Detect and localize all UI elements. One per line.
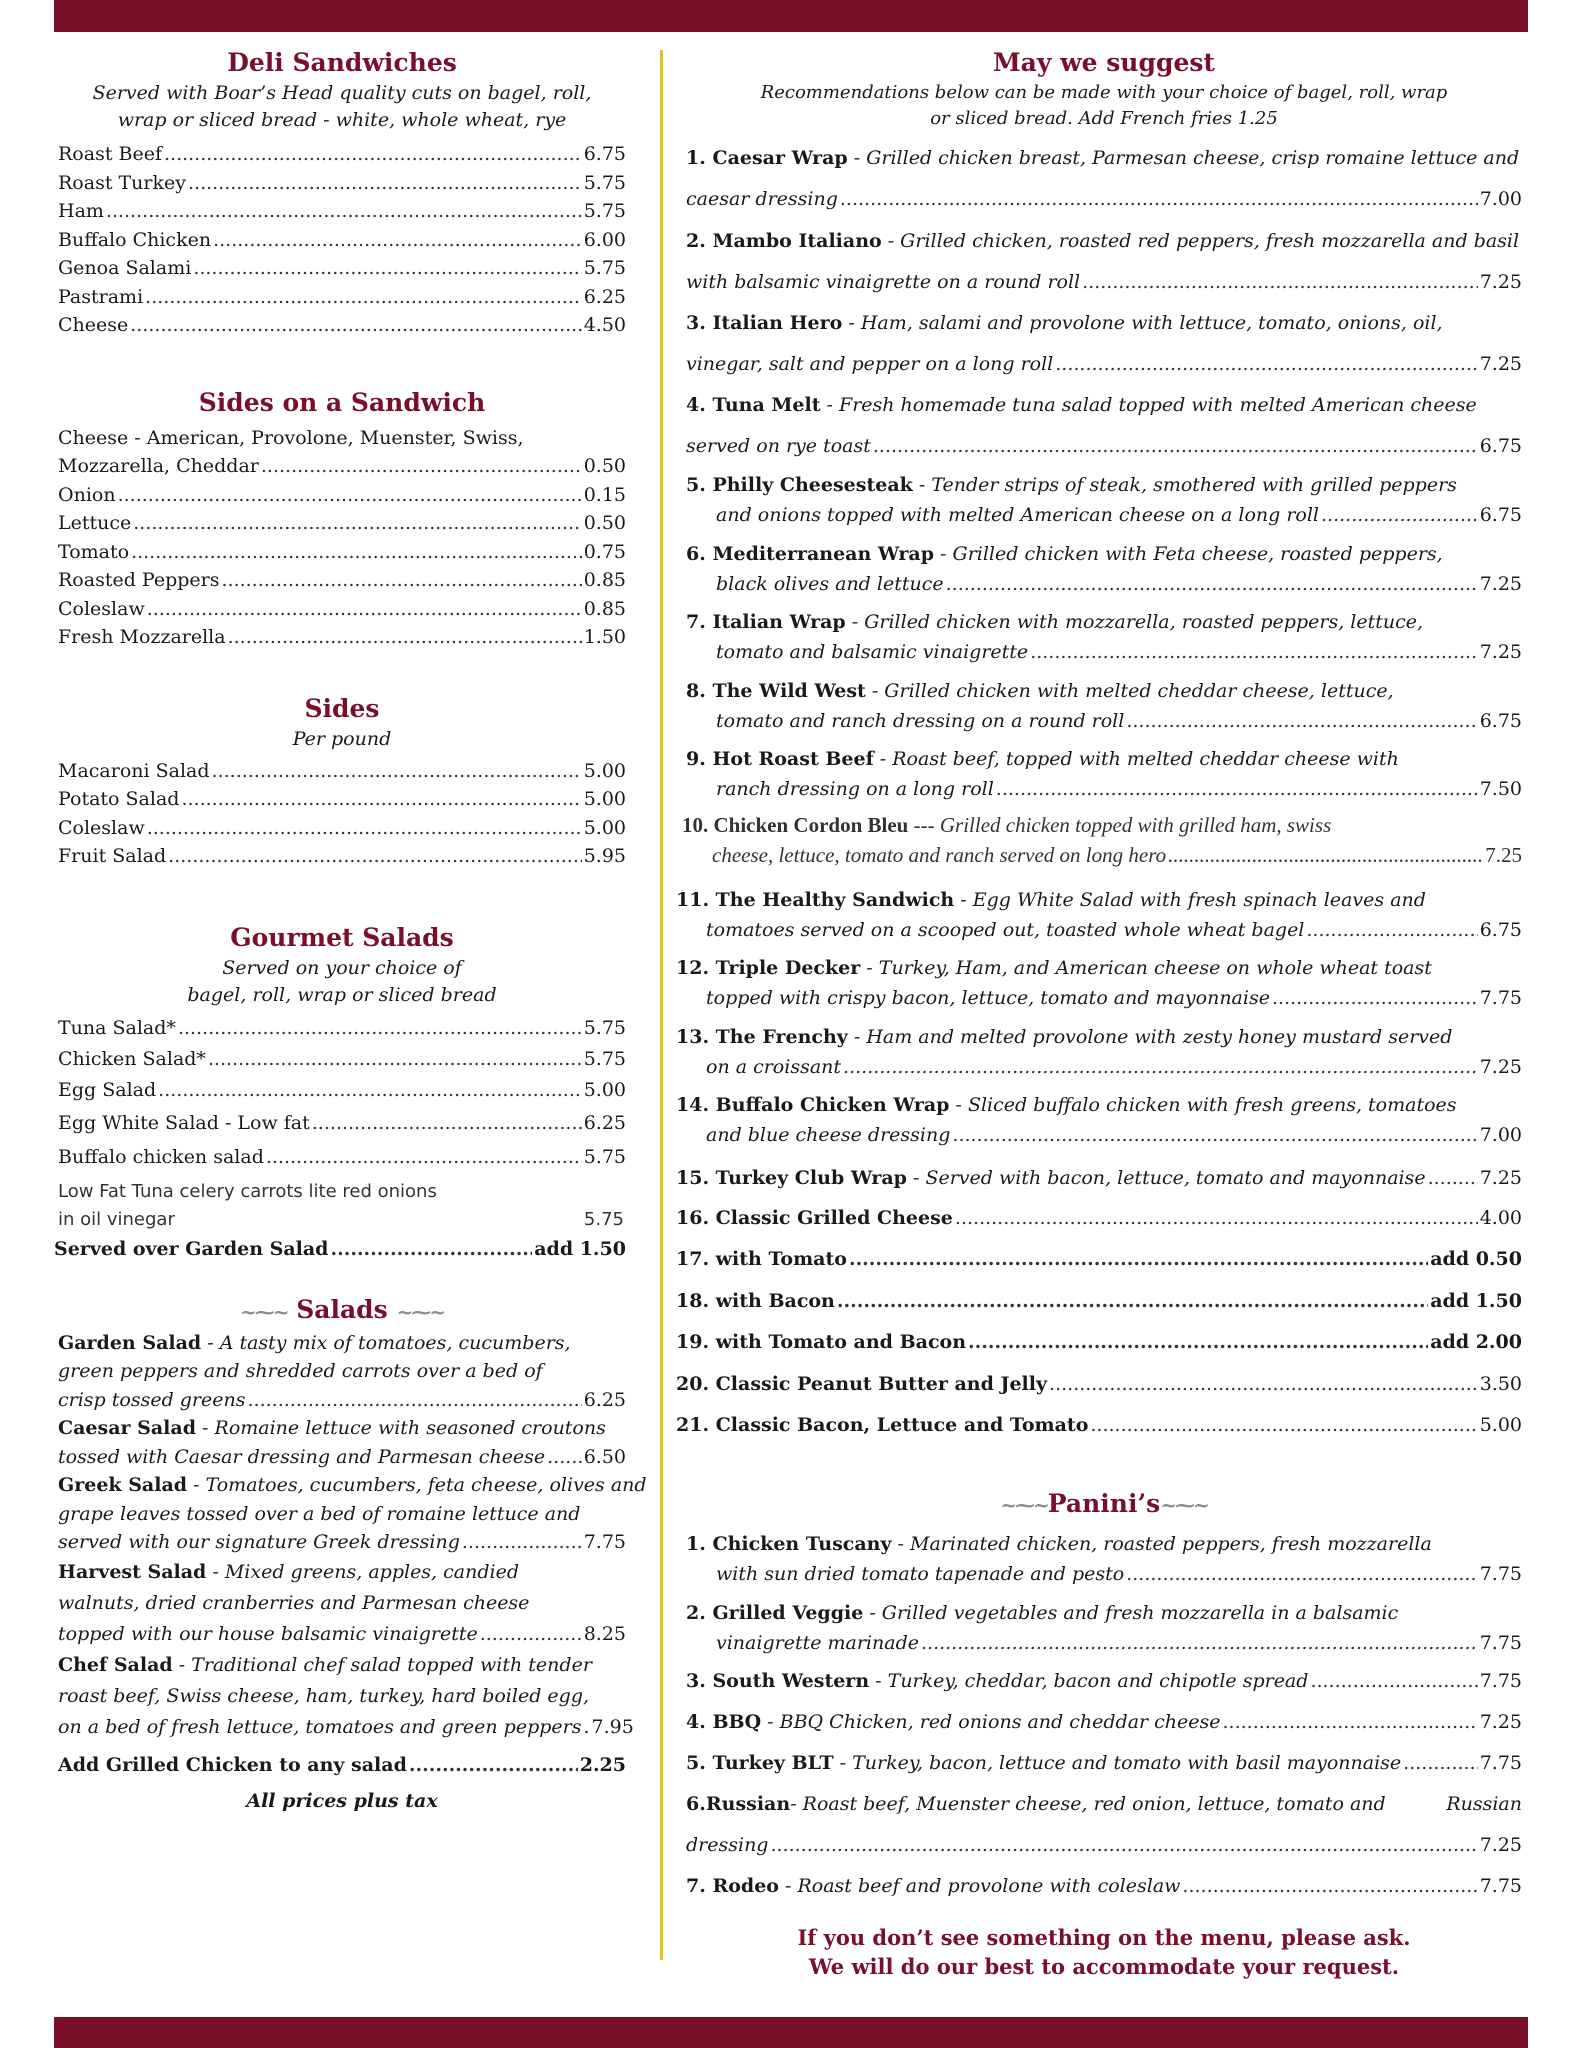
menu-item: Tuna Salad* ..... 5.75 bbox=[58, 1013, 626, 1044]
all-prices-note: All prices plus tax bbox=[246, 1790, 438, 1812]
list-item: 11. The Healthy Sandwich - Egg White Salad with fresh spinach leaves and tomatoes served on a scooped out, toasted whole wheat bagel ..... 6.75 bbox=[676, 884, 1522, 945]
gourmet-list bbox=[54, 1013, 626, 1264]
list-item: 10. Chicken Cordon Bleu --- Grilled chicken topped with grilled ham, swiss cheese, lettuce, tomato and ranch served on long hero ..... 7.25 bbox=[686, 810, 1522, 870]
menu-item: Lettuce ..... 0.50 bbox=[58, 509, 626, 538]
menu-item: Egg Salad ..... 5.00 bbox=[58, 1075, 626, 1106]
lowfat-tuna: in oil vinegar 5.75 bbox=[58, 1209, 624, 1230]
menu-item: Roast Turkey ..... 5.75 bbox=[58, 169, 626, 198]
scroll-ornament-icon: ~⁓~ bbox=[396, 1299, 444, 1324]
list-item: 4. Tuna Melt - Fresh homemade tuna salad topped with melted American cheese served on rye toast ..... 6.75 bbox=[686, 385, 1522, 467]
menu-item: Pastrami ..... 6.25 bbox=[58, 283, 626, 312]
suggest-sub2: or sliced bread. Add French fries 1.25 bbox=[930, 108, 1278, 129]
chef-salad: Chef Salad - Traditional chef salad topped with tender bbox=[58, 1653, 592, 1676]
list-item: 14. Buffalo Chicken Wrap - Sliced buffalo chicken with fresh greens, tomatoes and blue cheese dressing ..... 7.00 bbox=[676, 1089, 1522, 1150]
suggest-list-c bbox=[676, 884, 1522, 1447]
gourmet-title: Gourmet Salads bbox=[230, 922, 454, 952]
right-column bbox=[676, 46, 1522, 1981]
menu-item: Potato Salad ..... 5.00 bbox=[58, 785, 626, 814]
column-divider bbox=[660, 50, 663, 1960]
deli-title: Deli Sandwiches bbox=[227, 48, 457, 77]
list-item: 6. Russian - Roast beef, Muenster cheese, red onion, lettuce, tomato and Russian dressing ..... 7.25 bbox=[686, 1784, 1522, 1866]
menu-item: Cheese ..... 4.50 bbox=[58, 311, 626, 340]
list-item: 7. Italian Wrap - Grilled chicken with mozzarella, roasted peppers, lettuce, tomato and balsamic vinaigrette ..... 7.25 bbox=[686, 606, 1522, 667]
sides-sandwich-list bbox=[58, 452, 626, 652]
list-item: 3. Italian Hero - Ham, salami and provolone with lettuce, tomato, onions, oil, vinegar, salt and pepper on a long roll ..... 7.25 bbox=[686, 303, 1522, 385]
list-item: 16. Classic Grilled Cheese ..... 4.00 bbox=[676, 1198, 1522, 1240]
menu-item: Tomato ..... 0.75 bbox=[58, 538, 626, 567]
suggest-sub1: Recommendations below can be made with your choice of bagel, roll, wrap bbox=[760, 82, 1448, 103]
list-item: 1. Chicken Tuscany - Marinated chicken, roasted peppers, fresh mozzarella with sun dried tomato tapenade and pesto ..... 7.75 bbox=[686, 1528, 1522, 1589]
list-item: 5. Turkey BLT - Turkey, bacon, lettuce and tomato with basil mayonnaise ..... 7.75 bbox=[686, 1743, 1522, 1784]
list-item: 20. Classic Peanut Butter and Jelly ..... 3.50 bbox=[676, 1364, 1522, 1406]
garden-salad: Garden Salad - A tasty mix of tomatoes, cucumbers, bbox=[58, 1331, 571, 1354]
gourmet-sub1: Served on your choice of bbox=[222, 956, 462, 979]
menu-item: Ham ..... 5.75 bbox=[58, 197, 626, 226]
list-item: 7. Rodeo - Roast beef and provolone with coleslaw ..... 7.75 bbox=[686, 1866, 1522, 1907]
list-item: 21. Classic Bacon, Lettuce and Tomato ..... 5.00 bbox=[676, 1405, 1522, 1447]
list-item: 8. The Wild West - Grilled chicken with melted cheddar cheese, lettuce, tomato and ranch dressing on a round roll ..... 6.75 bbox=[686, 675, 1522, 736]
menu-item: Fruit Salad ..... 5.95 bbox=[58, 842, 626, 871]
cheese-options: Cheese - American, Provolone, Muenster, Swiss, bbox=[58, 426, 524, 449]
menu-item: Buffalo Chicken ..... 6.00 bbox=[58, 226, 626, 255]
list-item: 19. with Tomato and Bacon ..... add 2.00 bbox=[676, 1322, 1522, 1364]
scroll-ornament-icon: ~⁓~ bbox=[1000, 1493, 1048, 1517]
sides-sub: Per pound bbox=[292, 727, 392, 750]
suggest-list-b bbox=[682, 469, 1522, 870]
panini-title: ~⁓~Panini’s~⁓~ bbox=[686, 1487, 1522, 1523]
deli-list bbox=[58, 140, 626, 340]
menu-item: Coleslaw ..... 0.85 bbox=[58, 595, 626, 624]
lowfat-tuna-line1: Low Fat Tuna celery carrots lite red onions bbox=[58, 1180, 437, 1202]
harvest-salad: Harvest Salad - Mixed greens, apples, candied bbox=[58, 1560, 519, 1583]
list-item: 1. Caesar Wrap - Grilled chicken breast, Parmesan cheese, crisp romaine lettuce and caesar dressing ..... 7.00 bbox=[686, 138, 1522, 220]
suggest-title: May we suggest bbox=[993, 48, 1215, 77]
list-item: 3. South Western - Turkey, cheddar, bacon and chipotle spread ..... 7.75 bbox=[686, 1661, 1522, 1702]
menu-item: Onion ..... 0.15 bbox=[58, 481, 626, 510]
closing-line1: If you don’t see something on the menu, please ask. bbox=[797, 1925, 1411, 1950]
menu-item: Fresh Mozzarella ..... 1.50 bbox=[58, 623, 626, 652]
menu-item: Roast Beef ..... 6.75 bbox=[58, 140, 626, 169]
menu-item: Egg White Salad - Low fat ..... 6.25 bbox=[58, 1106, 626, 1140]
deli-sub2: wrap or sliced bread - white, whole wheat, rye bbox=[117, 109, 567, 131]
greek-salad: Greek Salad - Tomatoes, cucumbers, feta cheese, olives and bbox=[58, 1474, 647, 1496]
gourmet-sub2: bagel, roll, wrap or sliced bread bbox=[187, 983, 497, 1006]
salads-title: ~⁓~ Salads ~⁓~ bbox=[58, 1293, 626, 1329]
garden-salad-addon: Served over Garden Salad ..... add 1.50 bbox=[54, 1235, 626, 1264]
list-item: 13. The Frenchy - Ham and melted provolone with zesty honey mustard served on a croissant ..... 7.25 bbox=[676, 1021, 1522, 1082]
list-item: 9. Hot Roast Beef - Roast beef, topped with melted cheddar cheese with ranch dressing on a long roll ..... 7.50 bbox=[686, 743, 1522, 804]
menu-item: Macaroni Salad ..... 5.00 bbox=[58, 757, 626, 786]
list-item: 6. Mediterranean Wrap - Grilled chicken with Feta cheese, roasted peppers, black olives and lettuce ..... 7.25 bbox=[686, 538, 1522, 599]
sides-sandwich-title: Sides on a Sandwich bbox=[198, 387, 486, 417]
menu-item: Mozzarella, Cheddar ..... 0.50 bbox=[58, 452, 626, 481]
list-item: 18. with Bacon ..... add 1.50 bbox=[676, 1281, 1522, 1323]
scroll-ornament-icon: ~⁓~ bbox=[240, 1299, 288, 1324]
salads-list: Garden Salad - A tasty mix of tomatoes, cucumbers, green peppers and shredded carrots over a bed of crisp tossed greens ..... 6.25 Caesar Salad - Romaine lettuce with seasoned croutons tossed with Caesar dressing and Parmesan cheese ..... 6.50 Greek Salad - Tomatoes, cucumbers, feta cheese, olives and grape leaves tossed over a bed of romaine lettuce and served with our signature Greek dressing ..... 7.75 Harvest Salad - Mixed greens, apples, candied walnuts, dried cranberries and Parmesan cheese topped with our house balsamic vinaigrette ..... 8.25 Chef Salad - Traditional chef salad topped with tender roast beef, Swiss cheese, ham, turkey, hard boiled egg, on a bed of fresh lettuce, tomatoes and green peppers . 7.95 Add Grilled Chicken to any salad ..... 2.25 All prices plus tax bbox=[58, 1329, 626, 1816]
top-bar bbox=[54, 0, 1528, 32]
menu-item: Genoa Salami ..... 5.75 bbox=[58, 254, 626, 283]
scroll-ornament-icon: ~⁓~ bbox=[1160, 1493, 1208, 1517]
list-item: 12. Triple Decker - Turkey, Ham, and American cheese on whole wheat toast topped with crispy bacon, lettuce, tomato and mayonnaise ..... 7.75 bbox=[676, 952, 1522, 1013]
sides-title: Sides bbox=[304, 693, 380, 723]
sides-list bbox=[58, 757, 626, 871]
menu-item: Roasted Peppers ..... 0.85 bbox=[58, 566, 626, 595]
list-item: 2. Grilled Veggie - Grilled vegetables and fresh mozzarella in a balsamic vinaigrette marinade ..... 7.75 bbox=[686, 1597, 1522, 1658]
suggest-list-a bbox=[686, 138, 1522, 467]
list-item: 15. Turkey Club Wrap - Served with bacon, lettuce, tomato and mayonnaise ..... 7.25 bbox=[676, 1158, 1522, 1198]
caesar-salad: Caesar Salad - Romaine lettuce with seasoned croutons bbox=[58, 1417, 606, 1439]
list-item: 4. BBQ - BBQ Chicken, red onions and cheddar cheese ..... 7.25 bbox=[686, 1702, 1522, 1743]
list-item: 17. with Tomato ..... add 0.50 bbox=[676, 1239, 1522, 1281]
menu-item: Coleslaw ..... 5.00 bbox=[58, 814, 626, 843]
bottom-bar bbox=[54, 2017, 1528, 2048]
panini-list bbox=[686, 1528, 1522, 1907]
closing-line2: We will do our best to accommodate your request. bbox=[808, 1954, 1400, 1979]
add-grilled-chicken: Add Grilled Chicken to any salad ..... 2.25 bbox=[58, 1751, 626, 1780]
list-item: 2. Mambo Italiano - Grilled chicken, roasted red peppers, fresh mozzarella and basil with balsamic vinaigrette on a round roll ..... 7.25 bbox=[686, 221, 1522, 303]
left-column bbox=[54, 46, 647, 1815]
menu-item: Chicken Salad* ..... 5.75 bbox=[58, 1044, 626, 1075]
deli-sub1: Served with Boar’s Head quality cuts on bagel, roll, bbox=[92, 82, 592, 104]
list-item: 5. Philly Cheesesteak - Tender strips of steak, smothered with grilled peppers and onions topped with melted American cheese on a long roll ..... 6.75 bbox=[686, 469, 1522, 530]
menu-item: Buffalo chicken salad ..... 5.75 bbox=[58, 1140, 626, 1174]
